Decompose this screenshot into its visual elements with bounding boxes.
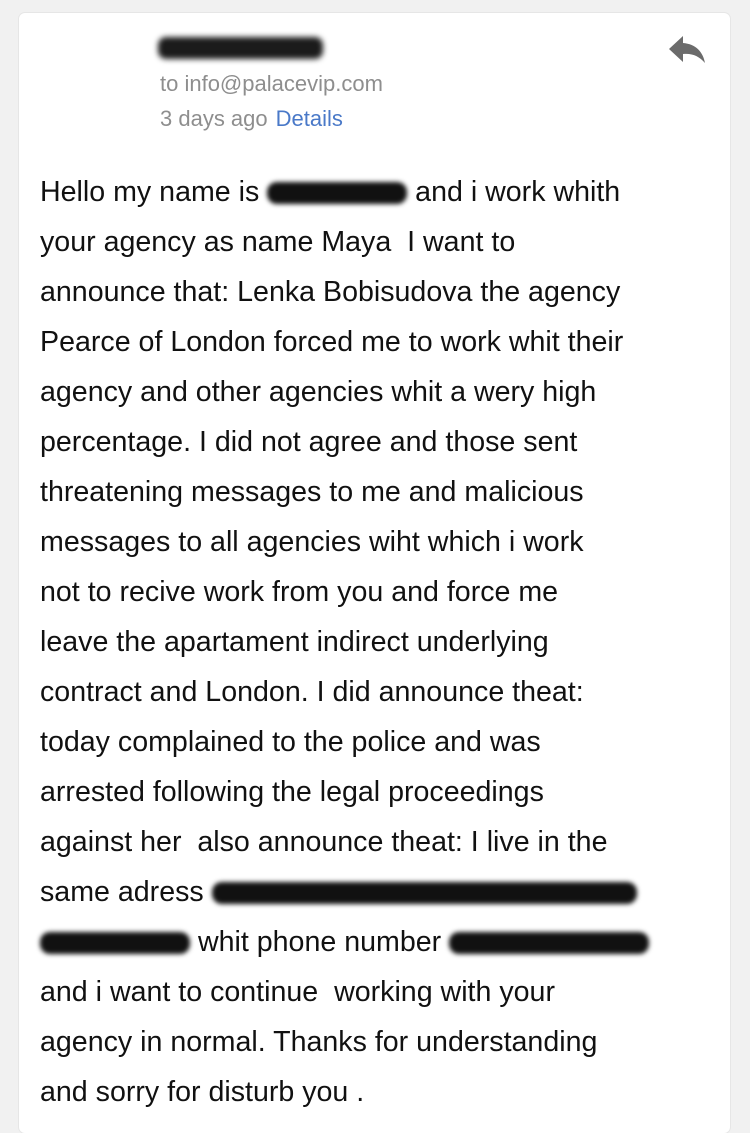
message-line	[40, 167, 720, 217]
redacted-phone	[449, 932, 649, 954]
timestamp: 3 days ago	[160, 106, 268, 131]
message-line: messages to all agencies wiht which i work	[40, 526, 584, 558]
message-line	[40, 917, 720, 967]
message-line: leave the apartament indirect underlying	[40, 626, 549, 658]
message-line: against her also announce theat: I live in the	[40, 826, 608, 858]
message-line: Pearce of London forced me to work whit their	[40, 326, 624, 358]
message-body	[40, 167, 720, 1117]
message-line: percentage. I did not agree and those sent	[40, 426, 578, 458]
details-link[interactable]: Details	[275, 106, 343, 131]
reply-button[interactable]	[664, 28, 710, 68]
message-line: today complained to the police and was	[40, 726, 541, 758]
redacted-address-cont	[40, 932, 190, 954]
message-line: agency and other agencies whit a wery high	[40, 376, 597, 408]
message-text: whit phone number	[190, 926, 450, 958]
message-line: announce that: Lenka Bobisudova the agency	[40, 276, 621, 308]
message-line: and sorry for disturb you .	[40, 1076, 365, 1108]
redacted-name	[267, 182, 407, 204]
message-line: threatening messages to me and malicious	[40, 476, 584, 508]
message-line	[40, 867, 720, 917]
redacted-address	[212, 882, 637, 904]
message-line: and i want to continue working with your	[40, 976, 555, 1008]
message-line: your agency as name Maya I want to	[40, 226, 516, 258]
sender-name-redacted	[158, 37, 323, 59]
message-line: agency in normal. Thanks for understanding	[40, 1026, 598, 1058]
message-line: arrested following the legal proceedings	[40, 776, 544, 808]
recipient-line: to info@palacevip.com	[160, 71, 383, 96]
message-line: not to recive work from you and force me	[40, 576, 559, 608]
message-text: same adress	[40, 876, 212, 908]
reply-icon	[664, 28, 710, 68]
message-text: and i work whith	[407, 176, 621, 208]
email-card	[19, 13, 730, 1133]
message-text: Hello my name is	[40, 176, 268, 208]
timestamp-line	[160, 106, 343, 132]
message-line: contract and London. I did announce theat:	[40, 676, 584, 708]
